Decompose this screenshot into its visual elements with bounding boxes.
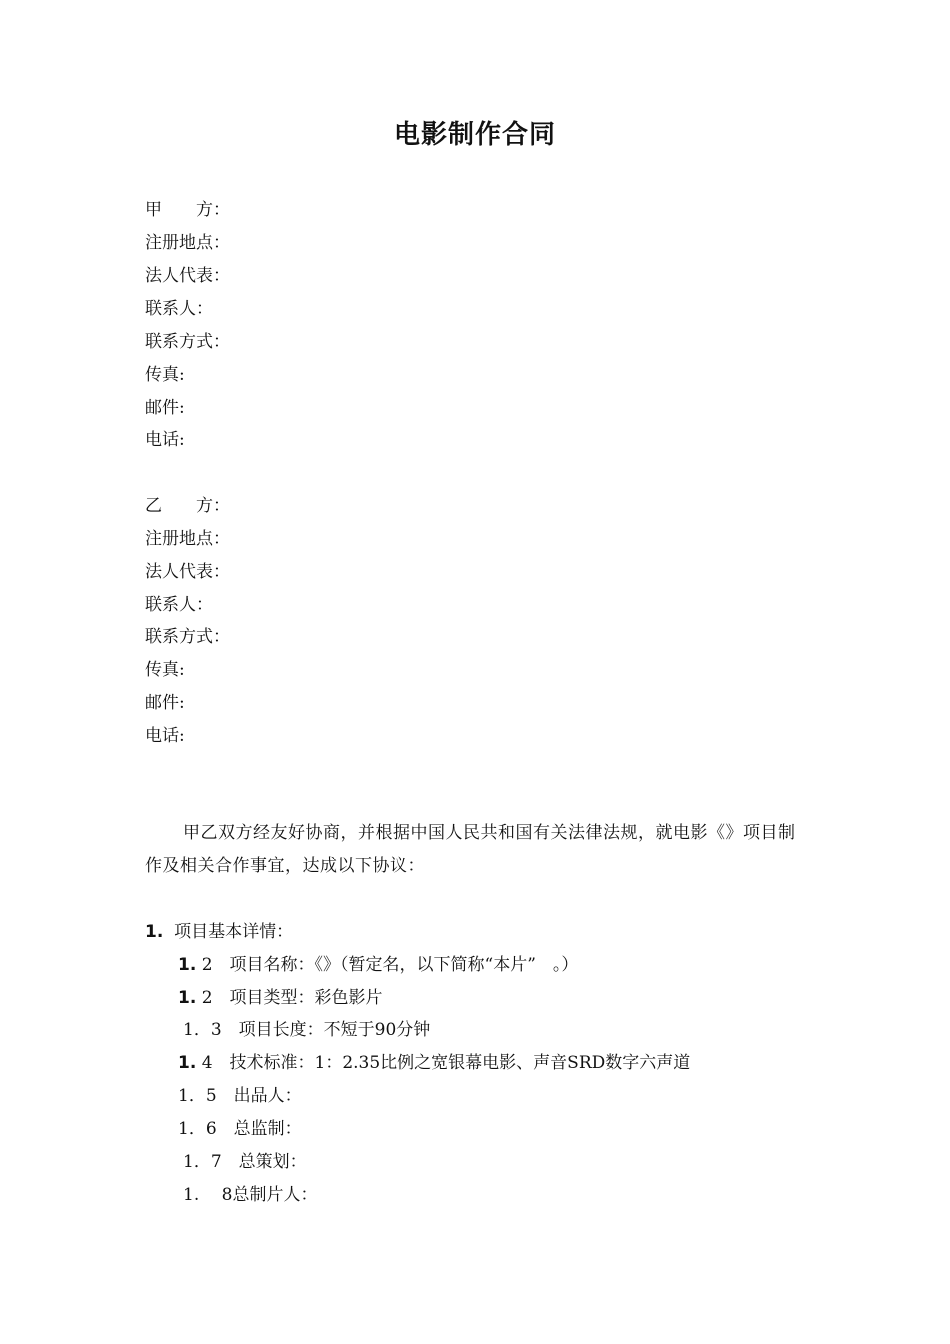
section-heading-text: 项目基本详情：	[174, 922, 294, 942]
item-text: 1．6 总监制：	[178, 1119, 302, 1139]
party-a-phone: 电话:	[145, 430, 185, 450]
item-1-3	[183, 1019, 430, 1041]
item-1-5	[178, 1085, 302, 1107]
party-a-contact-method: 联系方式：	[145, 332, 230, 352]
item-text: 2 项目类型：彩色影片	[201, 988, 383, 1008]
item-1-7	[183, 1151, 307, 1173]
party-b-phone: 电话:	[145, 726, 185, 746]
item-text: 4 技术标准：1：2.35比例之宽银幕电影、声音SRD数字六声道	[201, 1053, 691, 1073]
party-a-fax: 传真:	[145, 365, 185, 385]
item-number: 1.	[178, 988, 197, 1008]
section-1-heading	[145, 921, 293, 943]
party-b-email: 邮件:	[145, 693, 185, 713]
item-text: 1．3 项目长度：不短于90分钟	[183, 1020, 431, 1040]
item-1-4	[178, 1052, 690, 1074]
item-text: 1．5 出品人：	[178, 1086, 302, 1106]
party-b-name: 乙 方：	[145, 496, 230, 516]
item-number: 1.	[178, 955, 197, 975]
document-title: 电影制作合同	[393, 120, 556, 150]
party-a-email: 邮件:	[145, 398, 185, 418]
intro-paragraph: 甲乙双方经友好协商，并根据中国人民共和国有关法律法规，就电影《》项目制作及相关合作事宜，达成以下协议：	[145, 823, 796, 876]
party-a-name: 甲 方：	[145, 200, 230, 220]
item-number: 1.	[178, 1053, 197, 1073]
party-b-address: 注册地点：	[145, 529, 230, 549]
section-number: 1.	[145, 922, 164, 942]
party-b-contact: 联系人：	[145, 595, 213, 615]
item-1-8	[183, 1184, 317, 1206]
item-1-1	[178, 954, 578, 976]
item-text: 2 项目名称：《》（暂定名，以下简称“本片” 。）	[201, 955, 579, 975]
party-a-address: 注册地点：	[145, 233, 230, 253]
item-1-2	[178, 987, 383, 1009]
party-a-contact: 联系人：	[145, 299, 213, 319]
item-text: 1．7 总策划：	[183, 1152, 307, 1172]
party-b-legal-rep: 法人代表：	[145, 562, 230, 582]
party-b-fax: 传真:	[145, 660, 185, 680]
item-1-6	[178, 1118, 302, 1140]
item-text: 1. 8总制片人：	[183, 1185, 318, 1205]
party-b-contact-method: 联系方式：	[145, 627, 230, 647]
party-a-legal-rep: 法人代表：	[145, 266, 230, 286]
